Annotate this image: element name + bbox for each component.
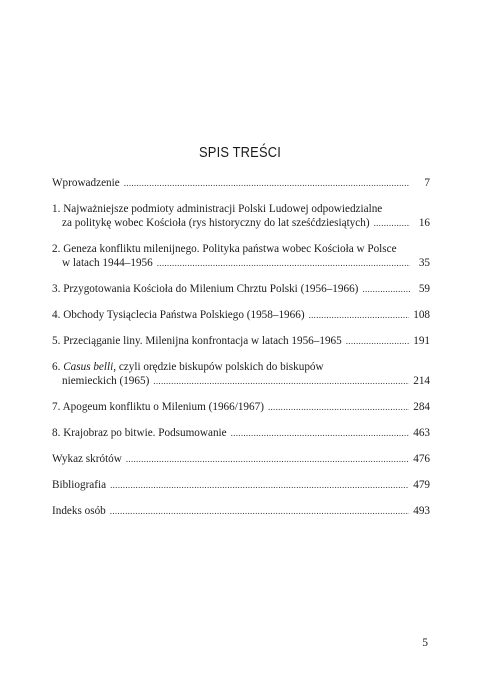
toc-entry-text: 1. Najważniejsze podmioty administracji Polski Ludowej odpowiedzialne <box>52 203 383 215</box>
toc-page-number: 463 <box>413 427 430 439</box>
toc-entry-italic: Casus belli <box>63 361 114 373</box>
toc-entry-chapter-3 <box>52 282 430 296</box>
toc-entry-text: 5. Przeciąganie liny. Milenijna konfrontacja w latach 1956–1965 <box>52 335 342 347</box>
page-number: 5 <box>422 637 428 649</box>
page-title: SPIS TREŚCI <box>199 144 281 161</box>
toc-entry-chapter-4 <box>52 308 430 322</box>
dot-leader <box>110 478 409 492</box>
toc-page-number: 35 <box>418 257 430 269</box>
toc-entry-text <box>52 360 324 374</box>
toc-entry-text: Bibliografia <box>52 479 107 491</box>
toc-entry-text: 3. Przygotowania Kościoła do Milenium Chrztu Polski (1956–1966) <box>52 283 359 295</box>
dot-leader <box>362 282 410 296</box>
dot-leader <box>153 374 409 388</box>
toc-page-number: 16 <box>418 217 430 229</box>
toc-entry-text: 2. Geneza konfliktu milenijnego. Polityka państwa wobec Kościoła w Polsce <box>52 243 397 255</box>
table-of-contents <box>52 176 430 530</box>
dot-leader <box>309 308 410 322</box>
dot-leader <box>346 334 409 348</box>
toc-entry-chapter-2 <box>52 242 430 270</box>
dot-leader <box>157 256 410 270</box>
toc-entry-text: Wprowadzenie <box>52 177 120 189</box>
toc-entry-text-cont: w latach 1944–1956 <box>62 257 153 269</box>
toc-entry-bibliography <box>52 478 430 492</box>
toc-page-number: 476 <box>413 453 430 465</box>
toc-entry-text-cont: niemieckich (1965) <box>62 375 150 387</box>
toc-entry-number: 6. <box>52 361 64 373</box>
toc-page-number: 284 <box>413 401 430 413</box>
toc-entry-index <box>52 504 430 518</box>
dot-leader <box>110 504 409 518</box>
toc-page-number: 59 <box>418 283 430 295</box>
toc-entry-introduction <box>52 176 430 190</box>
toc-entry-chapter-8 <box>52 426 430 440</box>
toc-entry-text: 8. Krajobraz po bitwie. Podsumowanie <box>52 427 227 439</box>
toc-page-number: 7 <box>424 177 430 189</box>
toc-page-number: 191 <box>413 335 430 347</box>
toc-entry-chapter-1 <box>52 202 430 230</box>
toc-page-number: 214 <box>413 375 430 387</box>
toc-entry-rest: , czyli orędzie biskupów polskich do biskupów <box>113 361 324 373</box>
toc-entry-text-cont: za politykę wobec Kościoła (rys historyczny do lat sześćdziesiątych) <box>62 217 370 229</box>
toc-entry-text: 7. Apogeum konfliktu o Milenium (1966/1967) <box>52 401 264 413</box>
dot-leader <box>126 452 409 466</box>
dot-leader <box>231 426 410 440</box>
toc-page-number: 493 <box>413 505 430 517</box>
dot-leader <box>374 216 410 230</box>
dot-leader <box>268 400 409 414</box>
toc-entry-text: Indeks osób <box>52 505 106 517</box>
toc-entry-chapter-5 <box>52 334 430 348</box>
toc-entry-chapter-7 <box>52 400 430 414</box>
toc-entry-text: 4. Obchody Tysiąclecia Państwa Polskiego (1958–1966) <box>52 309 305 321</box>
toc-entry-text: Wykaz skrótów <box>52 453 122 465</box>
toc-page-number: 479 <box>413 479 430 491</box>
toc-entry-abbreviations <box>52 452 430 466</box>
dot-leader <box>124 176 410 190</box>
toc-page-number: 108 <box>413 309 430 321</box>
toc-entry-chapter-6 <box>52 360 430 388</box>
